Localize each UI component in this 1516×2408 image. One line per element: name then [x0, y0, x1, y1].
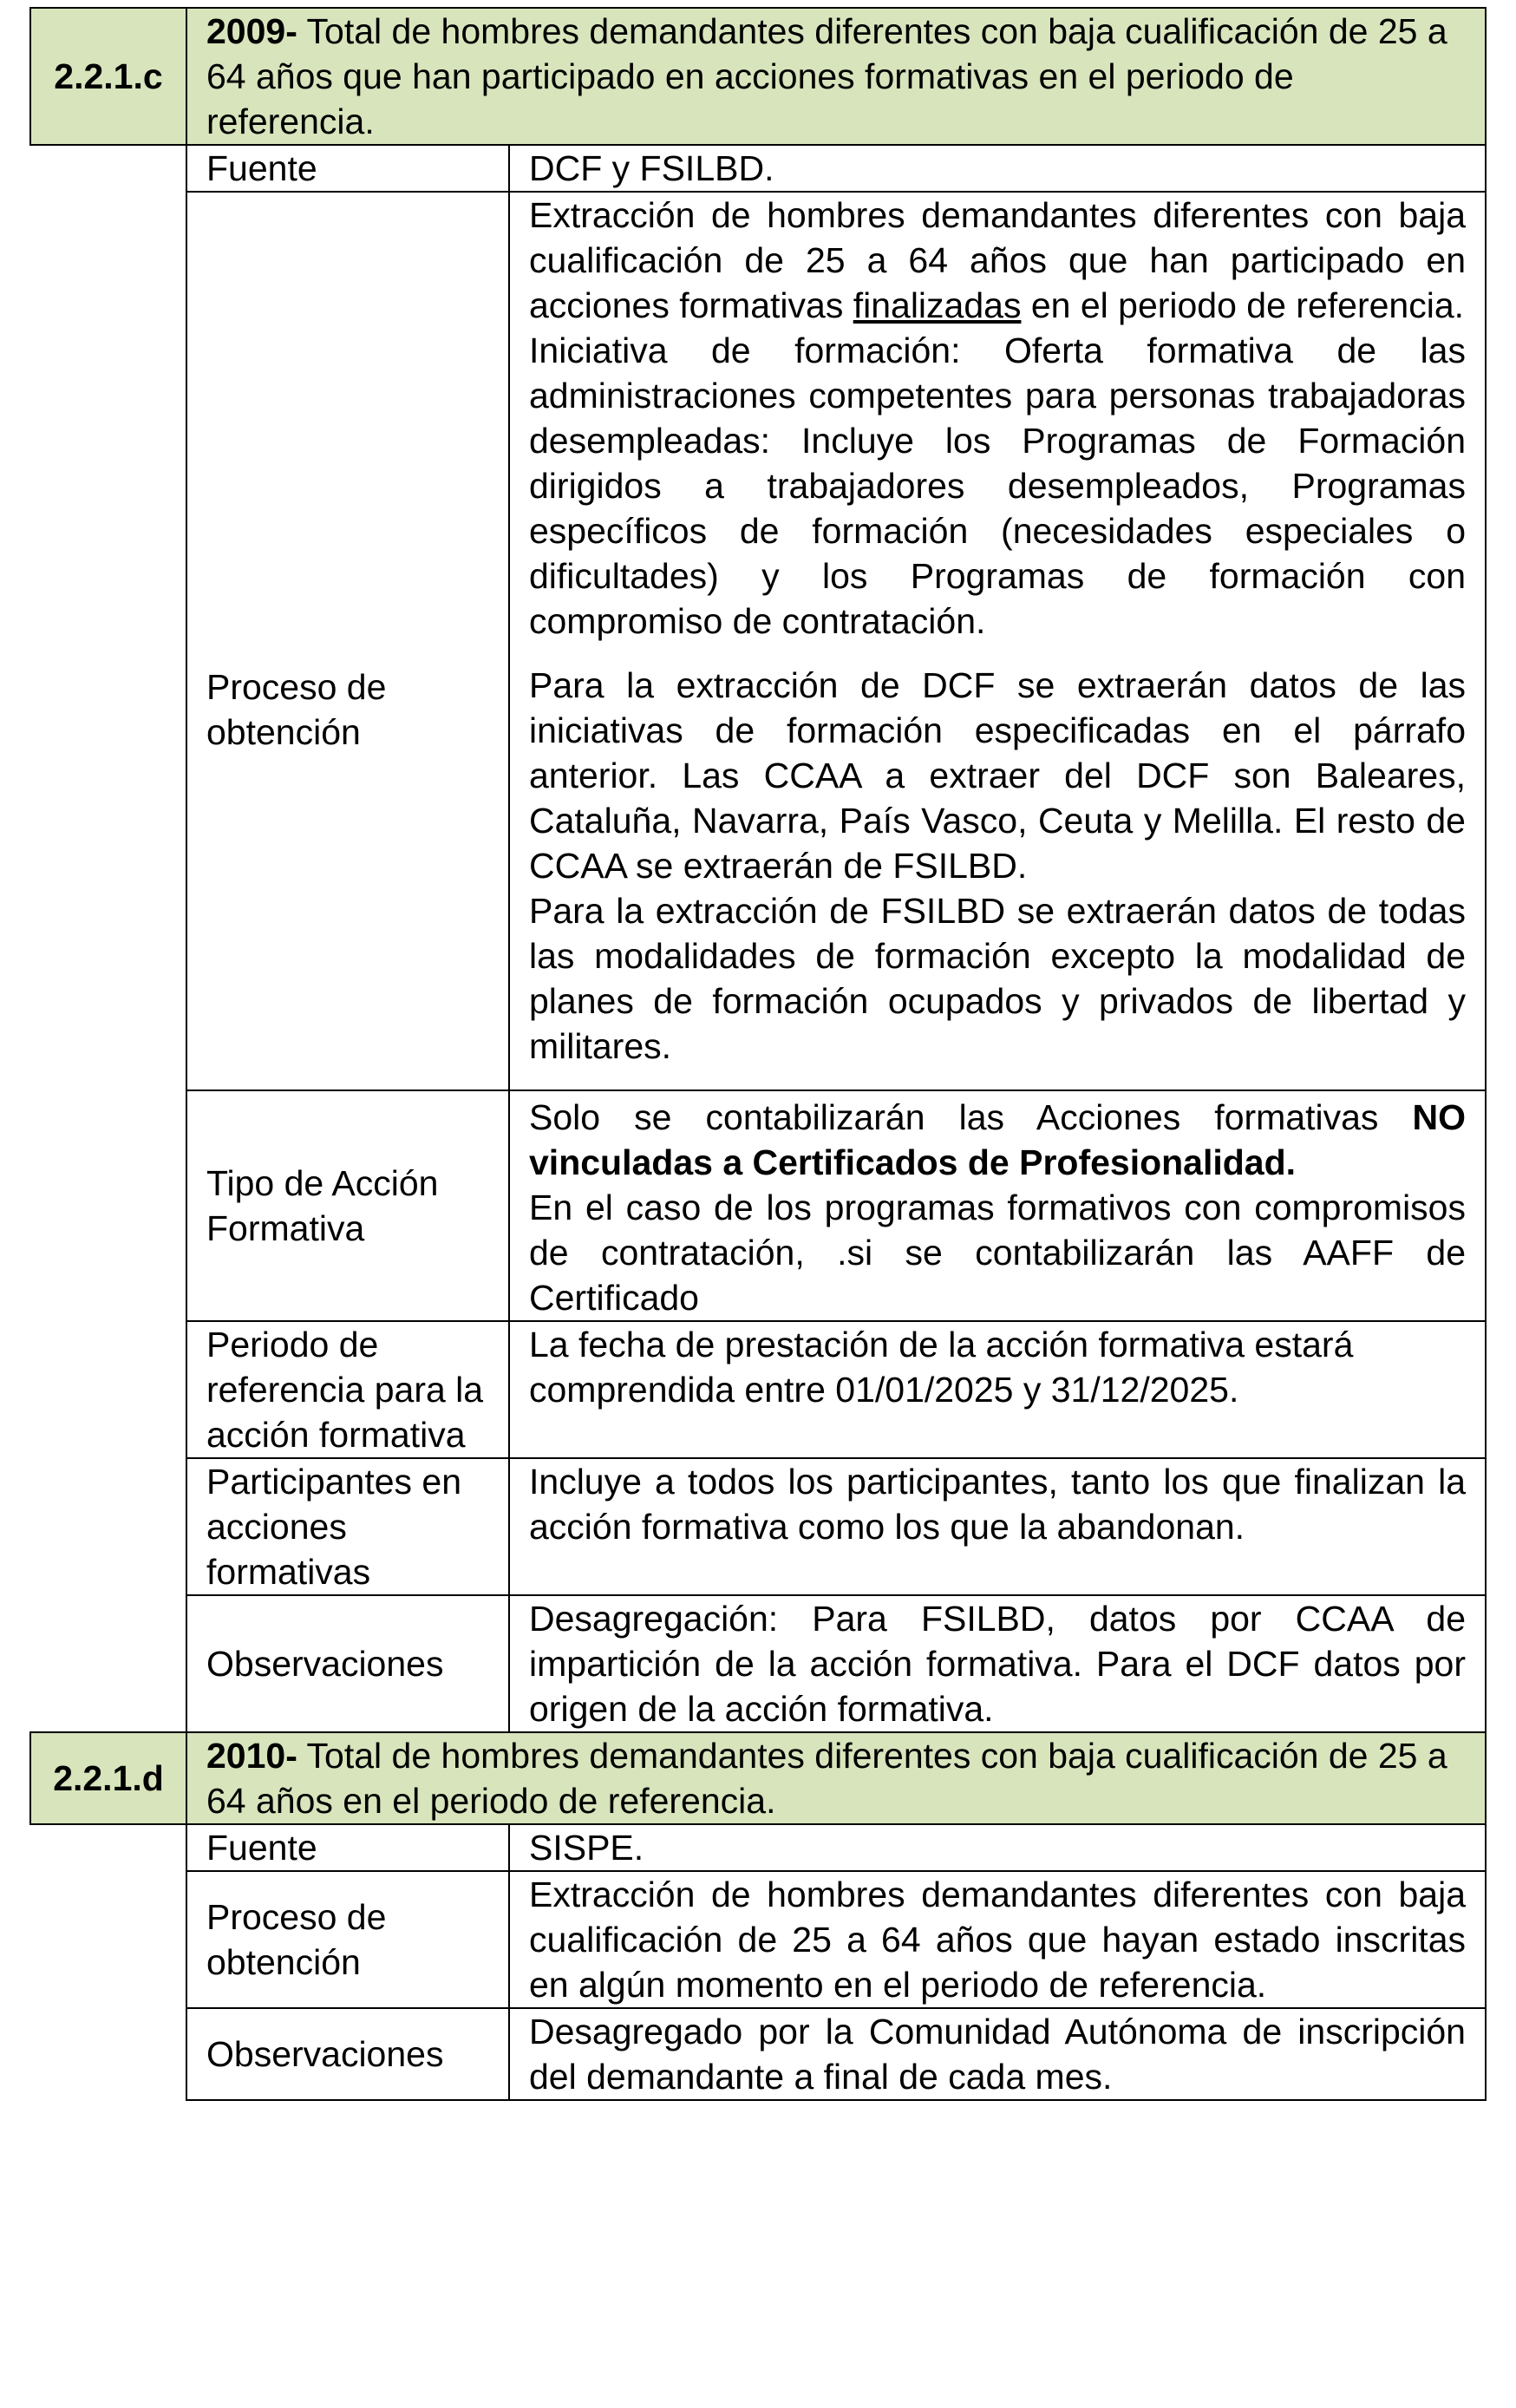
section-header-row: [30, 1732, 1486, 1824]
row-value: Desagregación: Para FSILBD, datos por CCAA de impartición de la acción formativa. Para el DCF datos por origen de la acción formativa.: [509, 1595, 1486, 1732]
paragraph: [529, 193, 1466, 328]
row-value: DCF y FSILBD.: [509, 145, 1486, 192]
row-label: Fuente: [186, 1824, 509, 1871]
text-run: Extracción de hombres demandantes diferentes con baja cualificación de 25 a 64 años que han participado en acciones formativas: [529, 195, 1466, 325]
row-observaciones: [30, 1595, 1486, 1732]
row-label: [186, 192, 509, 1090]
row-value: Desagregado por la Comunidad Autónoma de inscripción del demandante a final de cada mes.: [509, 2008, 1486, 2100]
row-label: Fuente: [186, 145, 509, 192]
row-label: Tipo de Acción Formativa: [186, 1090, 509, 1321]
row-label: Proceso de obtención: [186, 1871, 509, 2008]
bold-text: NO vinculadas a Certificados de Profesionalidad.: [529, 1097, 1466, 1182]
indicator-spec-table: [29, 7, 1487, 2101]
indicator-title: Total de hombres demandantes diferentes con baja cualificación de 25 a 64 años en el periodo de referencia.: [206, 1736, 1447, 1821]
row-label: Observaciones: [186, 1595, 509, 1732]
row-value: [509, 1090, 1486, 1321]
row-participantes: [30, 1458, 1486, 1595]
section-title: [186, 8, 1486, 145]
row-value: La fecha de prestación de la acción formativa estará comprendida entre 01/01/2025 y 31/12/2025.: [509, 1321, 1486, 1458]
row-label: Observaciones: [186, 2008, 509, 2100]
row-fuente: [30, 145, 1486, 192]
row-fuente: [30, 1824, 1486, 1871]
row-proceso: [30, 192, 1486, 1090]
indicator-number: 2010-: [206, 1736, 297, 1776]
paragraph: Iniciativa de formación: Oferta formativa de las administraciones competentes para personas trabajadoras desempleadas: Incluye los Programas de Formación dirigidos a trabajadores desempleados, Programas específicos de formación (necesidades especiales o dificultades) y los Programas de formación con compromiso de contratación.: [529, 330, 1466, 641]
text-run: Solo se contabilizarán las Acciones formativas: [529, 1097, 1413, 1137]
paragraph: Para la extracción de FSILBD se extraerán datos de todas las modalidades de formación excepto la modalidad de planes de formación ocupados y privados de libertad y militares.: [529, 891, 1466, 1066]
document-page: [29, 7, 1485, 2101]
row-value: Extracción de hombres demandantes diferentes con baja cualificación de 25 a 64 años que hayan estado inscritas en algún momento en el periodo de referencia.: [509, 1871, 1486, 2008]
section-code: 2.2.1.c: [30, 8, 186, 145]
row-tipo: [30, 1090, 1486, 1321]
section-code: 2.2.1.d: [30, 1732, 186, 1824]
section-title: [186, 1732, 1486, 1824]
row-value: [509, 192, 1486, 1090]
row-observaciones: [30, 2008, 1486, 2100]
paragraph: [529, 1095, 1466, 1185]
row-value: Incluye a todos los participantes, tanto los que finalizan la acción formativa como los que la abandonan.: [509, 1458, 1486, 1595]
indicator-title: Total de hombres demandantes diferentes con baja cualificación de 25 a 64 años que han participado en acciones formativas en el periodo de referencia.: [206, 11, 1447, 141]
paragraph: En el caso de los programas formativos con compromisos de contratación, .si se contabilizarán las AAFF de Certificado: [529, 1188, 1466, 1318]
row-proceso: [30, 1871, 1486, 2008]
text-run: en el periodo de referencia.: [1021, 285, 1465, 325]
row-periodo: [30, 1321, 1486, 1458]
row-value: SISPE.: [509, 1824, 1486, 1871]
paragraph: Para la extracción de DCF se extraerán datos de las iniciativas de formación especificadas en el párrafo anterior. Las CCAA a extraer del DCF son Baleares, Cataluña, Navarra, País Vasco, Ceuta y Melilla. El resto de CCAA se extraerán de FSILBD.: [529, 665, 1466, 886]
underlined-text: finalizadas: [853, 285, 1022, 325]
indicator-number: 2009-: [206, 11, 297, 51]
row-label-text: Proceso de obtención: [206, 667, 387, 752]
section-header-row: [30, 8, 1486, 145]
row-label: Participantes en acciones formativas: [186, 1458, 509, 1595]
row-label: Periodo de referencia para la acción formativa: [186, 1321, 509, 1458]
